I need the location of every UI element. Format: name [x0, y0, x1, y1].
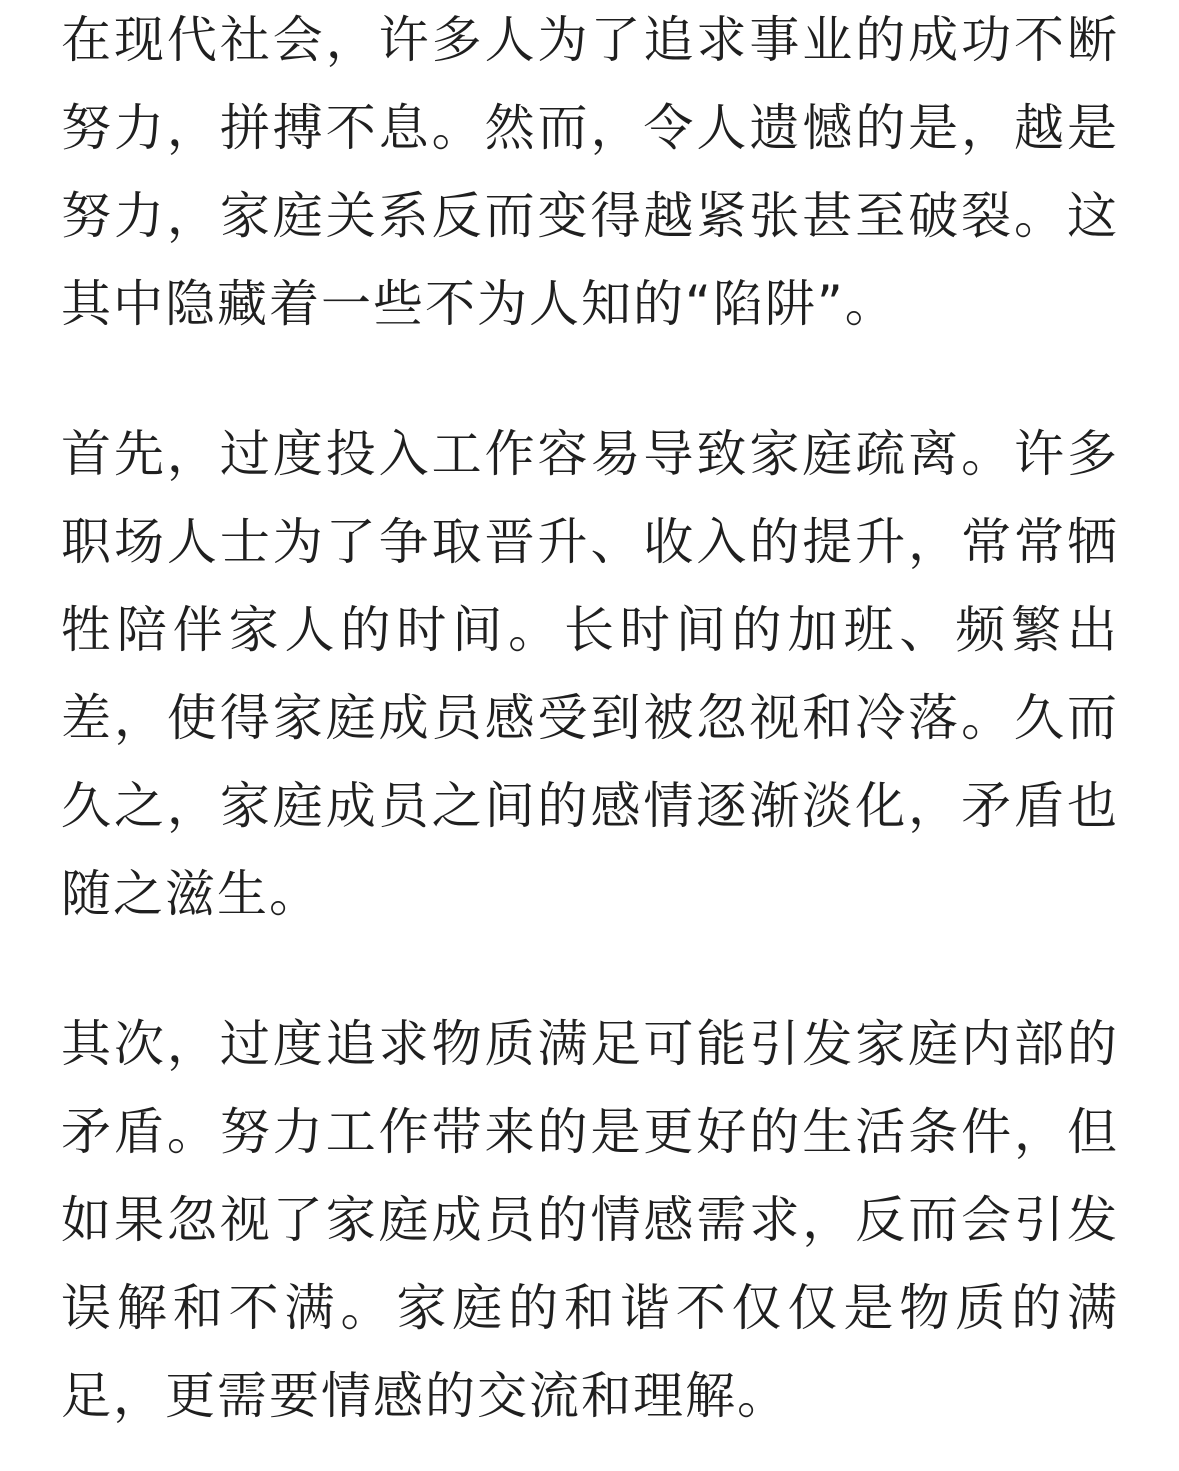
- text-line: 其中隐藏着一些不为人知的“陷阱”。: [61, 275, 897, 333]
- text-line: 努力，家庭关系反而变得越紧张甚至破裂。这: [61, 187, 1119, 245]
- text-line: 首先，过度投入工作容易导致家庭疏离。许多: [61, 425, 1119, 483]
- text-line: 误解和不满。家庭的和谐不仅仅是物质的满: [61, 1279, 1119, 1337]
- text-line: 其次，过度追求物质满足可能引发家庭内部的: [61, 1015, 1119, 1073]
- text-line: 久之，家庭成员之间的感情逐渐淡化，矛盾也: [61, 777, 1119, 835]
- paragraph-second-point: [61, 1000, 1119, 1440]
- text-line: 矛盾。努力工作带来的是更好的生活条件，但: [61, 1103, 1119, 1161]
- text-line: 如果忽视了家庭成员的情感需求，反而会引发: [61, 1191, 1119, 1249]
- text-line: 差，使得家庭成员感受到被忽视和冷落。久而: [61, 689, 1119, 747]
- text-line: 牲陪伴家人的时间。长时间的加班、频繁出: [61, 601, 1119, 659]
- text-line: 足，更需要情感的交流和理解。: [61, 1367, 789, 1425]
- text-line: 职场人士为了争取晋升、收入的提升，常常牺: [61, 513, 1119, 571]
- paragraph-intro: [61, 0, 1119, 348]
- text-line: 在现代社会，许多人为了追求事业的成功不断: [61, 11, 1119, 69]
- paragraph-first-point: [61, 410, 1119, 938]
- text-line: 随之滋生。: [61, 865, 321, 923]
- text-line: 努力，拼搏不息。然而，令人遗憾的是，越是: [61, 99, 1119, 157]
